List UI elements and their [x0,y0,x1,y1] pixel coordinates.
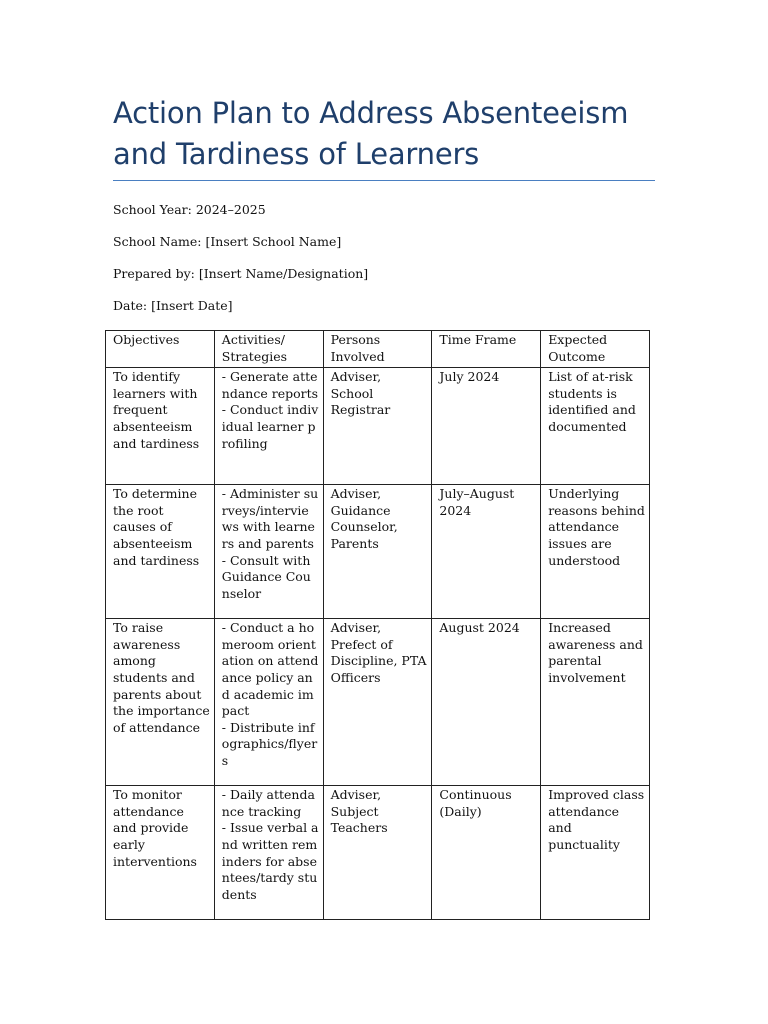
action-plan-table [105,330,650,920]
document-title: Action Plan to Address Absenteeism and Tardiness of Learners [113,96,629,171]
header-expected-outcome: Expected Outcome [541,331,650,368]
cell-time-frame: July–August 2024 [432,485,541,619]
prepared-by-line: Prepared by: [Insert Name/Designation] [113,266,369,281]
header-activities: Activities/ Strategies [214,331,323,368]
school-year-line: School Year: 2024–2025 [113,202,266,217]
date-line: Date: [Insert Date] [113,298,233,313]
table-header-row [106,331,650,368]
cell-outcome: List of at-risk students is identified and documented [541,368,650,485]
school-name-line: School Name: [Insert School Name] [113,234,342,249]
cell-time-frame: Continuous (Daily) [432,786,541,920]
header-time-frame: Time Frame [432,331,541,368]
cell-objective: To raise awareness among students and parents about the importance of attendance [106,619,215,786]
cell-persons: Adviser, Prefect of Discipline, PTA Officers [323,619,432,786]
cell-activities: - Administer surveys/interviews with learners and parents - Consult with Guidance Counselor [214,485,323,619]
table-row [106,619,650,786]
cell-outcome: Underlying reasons behind attendance issues are understood [541,485,650,619]
cell-outcome: Improved class attendance and punctuality [541,786,650,920]
table-row [106,786,650,920]
cell-time-frame: August 2024 [432,619,541,786]
cell-persons: Adviser, School Registrar [323,368,432,485]
cell-activities: - Conduct a homeroom orientation on attendance policy and academic impact - Distribute infographics/flyers [214,619,323,786]
cell-time-frame: July 2024 [432,368,541,485]
header-objectives: Objectives [106,331,215,368]
cell-activities: - Daily attendance tracking - Issue verbal and written reminders for absentees/tardy students [214,786,323,920]
title-underline [113,180,655,181]
cell-objective: To determine the root causes of absenteeism and tardiness [106,485,215,619]
cell-activities: - Generate attendance reports - Conduct individual learner profiling [214,368,323,485]
cell-persons: Adviser, Guidance Counselor, Parents [323,485,432,619]
cell-outcome: Increased awareness and parental involvement [541,619,650,786]
cell-objective: To identify learners with frequent absenteeism and tardiness [106,368,215,485]
cell-objective: To monitor attendance and provide early interventions [106,786,215,920]
table-row [106,368,650,485]
header-persons: Persons Involved [323,331,432,368]
table-row [106,485,650,619]
cell-persons: Adviser, Subject Teachers [323,786,432,920]
